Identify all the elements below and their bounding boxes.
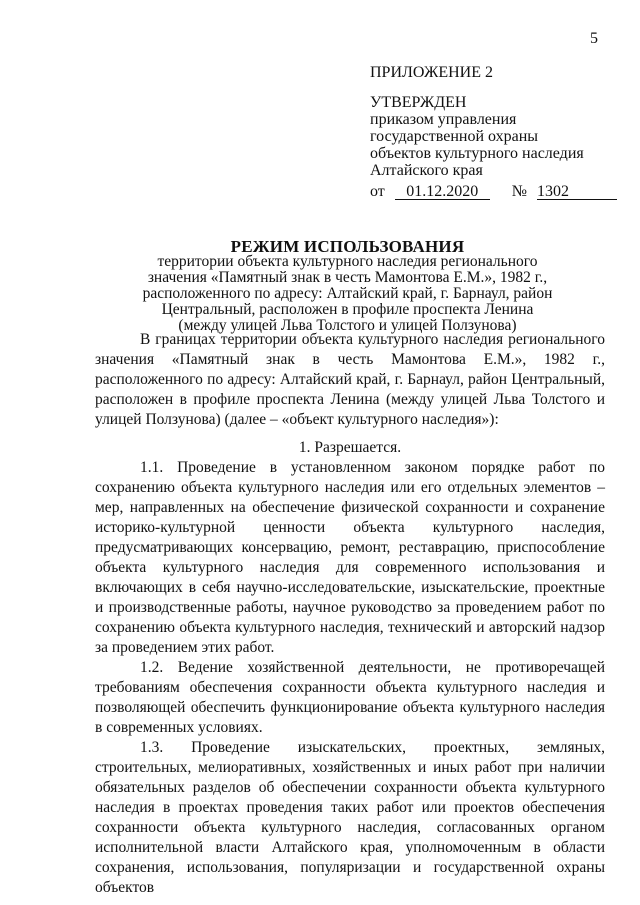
subtitle-line: территории объекта культурного наследия регионального (157, 253, 538, 270)
number-label: № (511, 183, 528, 200)
subtitle-line: значения «Памятный знак в честь Мамонтова Е.М.», 1982 г., (147, 269, 548, 286)
order-date-number (370, 183, 620, 200)
document-subtitle (130, 254, 565, 334)
approval-line: государственной охраны (370, 128, 539, 145)
order-number: 1302 (537, 184, 617, 200)
list-item: 1.2. Ведение хозяйственной деятельности, не противоречащей требованиям обеспечения сохранности объекта культурного наследия и позволяющей обеспечить функционирование объекта культурного наследия в современных условиях. (95, 659, 605, 736)
from-label: от (370, 183, 385, 200)
approval-stamp (370, 94, 620, 200)
order-date: 01.12.2020 (395, 184, 490, 200)
approval-block (370, 64, 620, 200)
appendix-title: ПРИЛОЖЕНИЕ 2 (370, 64, 494, 81)
approval-line: приказом управления (370, 111, 517, 128)
subtitle-line: Центральный, расположен в профиле проспекта Ленина (161, 301, 534, 318)
list-item: 1.1. Проведение в установленном законом порядке работ по сохранению объекта культурного наследия или его отдельных элементов – мер, направленных на обеспечение физической сохранности и сохранение историко-культурной ценности объекта культурного наследия, предусматривающих консервацию, ремонт, реставрацию, приспособление объекта культурного наследия для современного использования и включающих в себя научно-исследовательские, изыскательские, проектные и производственные работы, научное руководство за проведением работ по сохранению объекта культурного наследия, технический и авторский надзор за проведением этих работ. (95, 459, 605, 656)
subtitle-line: расположенного по адресу: Алтайский край, г. Барнаул, район (142, 285, 553, 302)
document-body (95, 330, 605, 898)
intro-paragraph: В границах территории объекта культурного наследия регионального значения «Памятный знак в честь Мамонтова Е.М.», 1982 г., расположенного по адресу: Алтайский край, г. Барнаул, район Центральный, расположен в профиле проспекта Ленина (между улицей Льва Толстого и улицей Ползунова) (далее – «объект культурного наследия»): (95, 331, 605, 428)
approval-line: объектов культурного наследия (370, 145, 584, 162)
list-item: 1.3. Проведение изыскательских, проектных, земляных, строительных, мелиоративных, хозяйственных и иных работ при наличии обязательных разделов об обеспечении сохранности объекта культурного наследия в проектах проведения таких работ или проектов обеспечения сохранности объекта культурного наследия, согласованных органом исполнительной власти Алтайского края, уполномоченным в области сохранения, использования, популяризации и государственной охраны объектов (95, 739, 605, 896)
section-heading: 1. Разрешается. (298, 439, 402, 456)
subtitle-line: (между улицей Льва Толстого и улицей Ползунова) (178, 317, 517, 334)
approval-line: Алтайского края (370, 162, 483, 179)
page-number: 5 (590, 30, 598, 47)
document-title: РЕЖИМ ИСПОЛЬЗОВАНИЯ (230, 237, 465, 256)
approved-label: УТВЕРЖДЕН (370, 94, 467, 111)
